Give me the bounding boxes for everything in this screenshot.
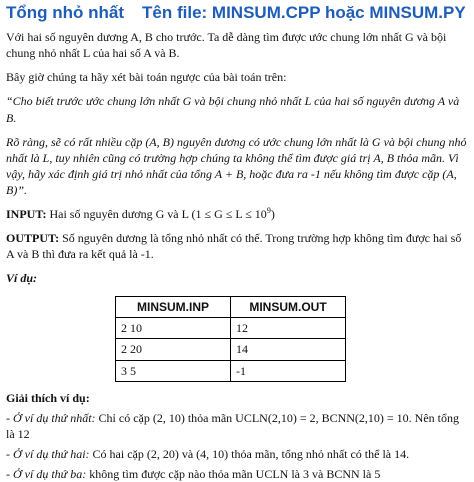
explanation-text: Có hai cặp (2, 20) và (4, 10) thỏa mãn, tổng nhỏ nhất có thể là 14. xyxy=(92,446,410,461)
table-row xyxy=(116,339,346,360)
output-spec xyxy=(6,230,468,262)
problem-title: Tổng nhỏ nhất xyxy=(6,3,125,22)
example-title: Ví dụ: xyxy=(6,271,38,286)
file-name-label: Tên file: MINSUM.CPP hoặc MINSUM.PY xyxy=(142,3,466,22)
sample-header-input: MINSUM.INP xyxy=(116,297,231,318)
explanation-item xyxy=(6,466,468,482)
explanation-title: Giải thích ví dụ: xyxy=(6,390,90,405)
explanation-lead: - Ở ví dụ thứ hai: xyxy=(6,446,90,461)
input-text: Hai số nguyên dương G và L (1 ≤ G ≤ L ≤ 10 xyxy=(49,206,267,221)
sample-table-header-row xyxy=(116,297,346,318)
problem-header xyxy=(6,2,468,23)
input-exponent: 9 xyxy=(266,205,271,215)
sample-output-cell: 12 xyxy=(231,318,346,339)
reverse-problem-paragraph: Bây giờ chúng ta hãy xét bài toán ngược của bài toán trên: xyxy=(6,70,287,85)
problem-quote-continued: Rõ ràng, sẽ có rất nhiều cặp (A, B) nguyên dương có ước chung lớn nhất là G và bội chung nhỏ nhất là L, tuy nhiên cũng có trường hợp chúng ta không thể tìm được giá trị A, B thỏa mãn. Vì vậy, hãy xác định giá trị nhỏ nhất của tổng A + B, hoặc đưa ra -1 nếu không tìm được cặp (A, B)”. xyxy=(6,134,467,197)
sample-output-cell: 14 xyxy=(231,339,346,360)
explanation-lead: - Ở ví dụ thứ ba: xyxy=(6,466,87,481)
sample-input-cell: 2 10 xyxy=(116,318,231,339)
intro-paragraph: Với hai số nguyên dương A, B cho trước. Ta dễ dàng tìm được ước chung lớn nhất G và bội chung nhỏ nhất L của hai số A và B. xyxy=(6,30,447,61)
output-text: Số nguyên dương là tổng nhỏ nhất có thể. Trong trường hợp không tìm được hai số A và B thì đưa ra kết quả là -1. xyxy=(6,231,462,262)
input-label: INPUT: xyxy=(6,206,47,221)
sample-input-cell: 2 20 xyxy=(116,339,231,360)
sample-table xyxy=(115,296,346,381)
explanation-item xyxy=(6,410,468,442)
explanation-item xyxy=(6,446,468,462)
output-label: OUTPUT: xyxy=(6,231,60,246)
input-close: ) xyxy=(270,206,275,221)
sample-output-cell: -1 xyxy=(231,360,346,381)
explanation-text: Chỉ có cặp (2, 10) thỏa mãn UCLN(2,10) = 2, BCNN(2,10) = 10. Nên tổng là 12 xyxy=(6,410,460,441)
table-row xyxy=(116,360,346,381)
input-spec xyxy=(6,206,468,222)
table-row xyxy=(116,318,346,339)
explanation-text: không tìm được cặp nào thỏa mãn UCLN là 3 và BCNN là 5 xyxy=(89,466,381,481)
explanation-lead: - Ở ví dụ thứ nhất: xyxy=(6,410,96,425)
problem-quote: “Cho biết trước ước chung lớn nhất G và bội chung nhỏ nhất L của hai số nguyên dương A và B. xyxy=(6,94,460,125)
sample-input-cell: 3 5 xyxy=(116,360,231,381)
sample-header-output: MINSUM.OUT xyxy=(231,297,346,318)
